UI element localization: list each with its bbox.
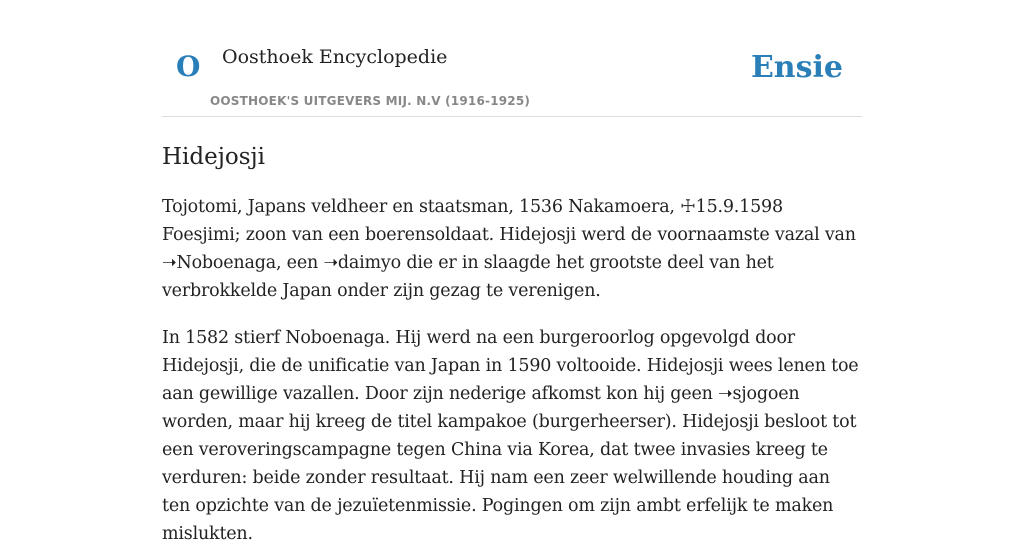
xref-link-sjogoen[interactable]: ➝sjogoen <box>718 384 800 404</box>
paragraph-text: die er in slaagde het grootste deel van het verbrokkelde Japan onder zijn gezag te verenigen. <box>162 253 774 301</box>
paragraph-1 <box>162 193 862 305</box>
header <box>162 0 862 117</box>
paragraph-text: In 1582 stierf Noboenaga. Hij werd na een burgeroorlog opgevolgd door Hidejosji, die de unificatie van Japan in 1590 voltooide. Hidejosji wees lenen toe aan gewillige vazallen. Door zijn nederige afkomst kon hij geen <box>162 328 859 404</box>
paragraph-2 <box>162 324 862 548</box>
xref-link-noboenaga[interactable]: ➝Noboenaga <box>162 253 276 273</box>
work-title[interactable]: Oosthoek Encyclopedie <box>222 46 448 68</box>
page <box>162 0 862 548</box>
paragraph-text: worden, maar hij kreeg de titel kampakoe (burgerheerser). Hidejosji besloot tot een veroveringscampagne tegen China via Korea, dat twee invasies kreeg te verduren: beide zonder resultaat. Hij nam een zeer welwillende houding aan ten opzichte van de jezuïetenmissie. Pogingen om zijn ambt erfelijk te maken mislukten. <box>162 412 857 544</box>
entry-title: Hidejosji <box>162 144 266 170</box>
paragraph-text: Tojotomi, Japans veldheer en staatsman, 1536 Nakamoera, ☩15.9.1598 Foesjimi; zoon van een boerensoldaat. Hidejosji werd de voornaamste vazal van <box>162 197 856 245</box>
xref-link-daimyo[interactable]: ➝daimyo <box>323 253 401 273</box>
work-logo[interactable]: O <box>176 50 201 83</box>
ensie-brand-link[interactable]: Ensie <box>750 50 843 85</box>
paragraph-text: , een <box>275 253 324 273</box>
publisher-label: OOSTHOEK'S UITGEVERS MIJ. N.V (1916-1925) <box>210 94 531 108</box>
